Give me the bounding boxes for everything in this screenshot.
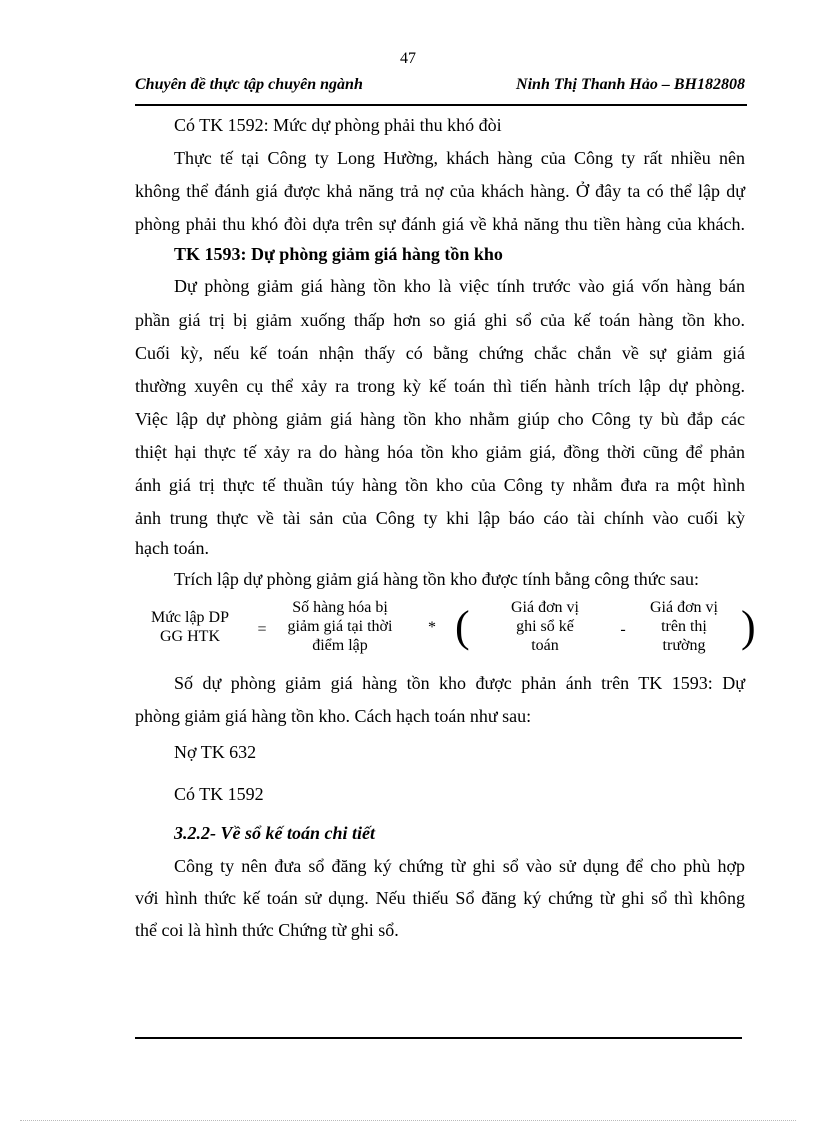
paragraph-line: Dự phòng giảm giá hàng tồn kho là việc tính trước vào giá vốn hàng bán (174, 276, 745, 296)
paragraph-line: ánh giá trị thực tế thuần túy hàng tồn kho của Công ty nhằm đưa ra một hình (135, 475, 745, 495)
formula-text: GG HTK (160, 628, 220, 645)
section-heading: TK 1593: Dự phòng giảm giá hàng tồn kho (174, 244, 503, 264)
formula-minus: - (620, 621, 626, 638)
journal-debit: Nợ TK 632 (174, 742, 257, 762)
formula-text: Mức lập DP (151, 609, 229, 626)
formula-text: điểm lập (312, 637, 368, 654)
paragraph-line: không thể đánh giá được khả năng trả nợ của khách hàng. Ở đây ta có thể lập dự (135, 181, 745, 201)
paragraph-line: Số dự phòng giảm giá hàng tồn kho được phản ánh trên TK 1593: Dự (174, 673, 745, 693)
footer-rule (135, 1037, 742, 1039)
formula-book-price (490, 598, 600, 655)
formula-equals: = (257, 621, 267, 638)
formula-text: trường (662, 637, 706, 654)
formula-text: ghi sổ kế (516, 618, 574, 635)
formula-quantity (275, 598, 405, 655)
formula-text: Giá đơn vị (649, 599, 718, 616)
header-left: Chuyên đề thực tập chuyên ngành (135, 76, 363, 93)
header-right: Ninh Thị Thanh Hảo – BH182808 (516, 76, 745, 93)
formula-market-price (629, 598, 739, 655)
formula-close-paren: ) (741, 602, 756, 651)
page-edge-divider (20, 1120, 796, 1121)
paragraph-line: với hình thức kế toán sử dụng. Nếu thiếu Sổ đăng ký chứng từ ghi sổ thì không (135, 888, 745, 908)
provision-formula (135, 596, 760, 666)
page-number: 47 (400, 50, 416, 67)
formula-text: toán (531, 637, 559, 654)
paragraph-line: Thực tế tại Công ty Long Hường, khách hàng của Công ty rất nhiều nên (174, 148, 745, 168)
paragraph-line: thường xuyên cụ thể xảy ra trong kỳ kế toán thì tiến hành trích lập dự phòng. (135, 376, 745, 396)
paragraph-line: thể coi là hình thức Chứng từ ghi sổ. (135, 920, 399, 940)
paragraph-line: ảnh trung thực về tài sản của Công ty khi lập báo cáo tài chính vào cuối kỳ (135, 508, 745, 528)
paragraph-line: Công ty nên đưa sổ đăng ký chứng từ ghi sổ vào sử dụng để cho phù hợp (174, 856, 745, 876)
paragraph-line: Cuối kỳ, nếu kế toán nhận thấy có bằng chứng chắc chắn về sự giảm giá (135, 343, 745, 363)
paragraph-line: Việc lập dự phòng giảm giá hàng tồn kho nhằm giúp cho Công ty bù đắp các (135, 409, 745, 429)
formula-text: Số hàng hóa bị (292, 599, 388, 616)
paragraph-line: phần giá trị bị giảm xuống thấp hơn so giá ghi sổ của kế toán hàng tồn kho. (135, 310, 745, 330)
paragraph-line: Có TK 1592: Mức dự phòng phải thu khó đòi (174, 115, 502, 135)
paragraph-line: hạch toán. (135, 538, 209, 558)
formula-text: giảm giá tại thời (287, 618, 393, 635)
journal-credit: Có TK 1592 (174, 784, 264, 804)
paragraph-line: phòng phải thu khó đòi dựa trên sự đánh giá về khả năng thu tiền hàng của khách. (135, 214, 745, 234)
formula-open-paren: ( (455, 602, 470, 651)
formula-text: trên thị (661, 618, 707, 635)
paragraph-line: phòng giảm giá hàng tồn kho. Cách hạch toán như sau: (135, 706, 532, 726)
paragraph-line: Trích lập dự phòng giảm giá hàng tồn kho được tính bằng công thức sau: (174, 569, 700, 589)
formula-text: Giá đơn vị (510, 599, 579, 616)
section-heading: 3.2.2- Về sổ kế toán chi tiết (174, 823, 375, 843)
formula-times: * (428, 619, 436, 636)
formula-lhs (135, 608, 245, 646)
paragraph-line: thiệt hại thực tế xảy ra do hàng hóa tồn kho giảm giá, đồng thời cũng để phản (135, 442, 745, 462)
header-rule (135, 104, 747, 106)
